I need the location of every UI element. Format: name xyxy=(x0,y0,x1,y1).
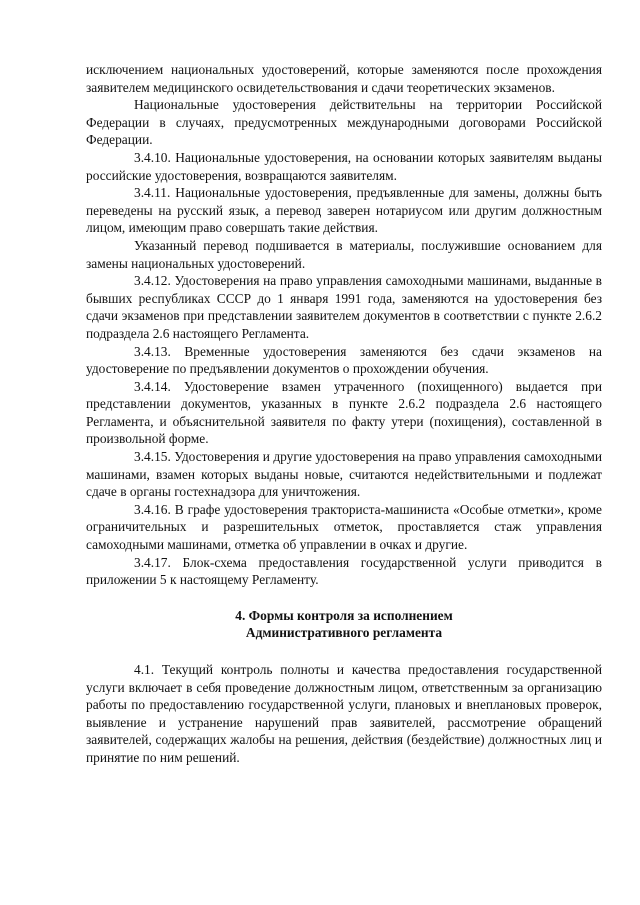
paragraph-national-licenses-validity: Национальные удостоверения действительны на территории Российской Федерации в случаях, предусмотренных международными договорами Российской Федерации. xyxy=(86,97,602,148)
paragraph-3-4-11: 3.4.11. Национальные удостоверения, предъявленные для замены, должны быть переведены на русский язык, а перевод заверен нотариусом или другим должностным лицом, имеющим право совершать такие действия. xyxy=(86,185,602,236)
paragraph-3-4-16: 3.4.16. В графе удостоверения тракториста-машиниста «Особые отметки», кроме ограничительных и разрешительных отметок, проставляется стаж управления самоходными машинами, отметка об управлении в очках и другие. xyxy=(86,501,602,553)
paragraph-3-4-10: 3.4.10. Национальные удостоверения, на основании которых заявителям выданы российские удостоверения, возвращаются заявителям. xyxy=(86,149,602,183)
section-heading-line-2: Административного регламента xyxy=(245,625,443,641)
paragraph-3-4-12: 3.4.12. Удостоверения на право управления самоходными машинами, выданные в бывших республиках СССР до 1 января 1991 года, заменяются на удостоверения без сдачи экзаменов при представлении заявителем документов в соответствии с пункте 2.6.2 подраздела 2.6 настоящего Регламента. xyxy=(86,273,602,341)
paragraph-3-4-17: 3.4.17. Блок-схема предоставления государственной услуги приводится в приложении 5 к настоящему Регламенту. xyxy=(86,554,602,588)
spacer xyxy=(86,642,602,661)
document-body xyxy=(86,61,602,767)
paragraph-continuation: исключением национальных удостоверений, которые заменяются после прохождения заявителем медицинского освидетельствования и сдачи теоретических экзаменов. xyxy=(86,62,602,95)
paragraph-translation-note: Указанный перевод подшивается в материалы, послужившие основанием для замены национальных удостоверений. xyxy=(86,237,602,271)
section-heading-line-1: 4. Формы контроля за исполнением xyxy=(235,607,453,623)
spacer xyxy=(86,589,602,607)
paragraph-3-4-13: 3.4.13. Временные удостоверения заменяются без сдачи экзаменов на удостоверение по предъявлении документов о прохождении обучения. xyxy=(86,343,602,377)
paragraph-3-4-15: 3.4.15. Удостоверения и другие удостоверения на право управления самоходными машинами, взамен которых выданы новые, считаются недействительными и подлежат сдаче в органы гостехнадзора для уничтожения. xyxy=(86,449,602,500)
paragraph-3-4-14: 3.4.14. Удостоверение взамен утраченного (похищенного) выдается при представлении документов, указанных в пункте 2.6.2 подраздела 2.6 настоящего Регламента, и объяснительной заявителя по факту утери (похищения), составленной в произвольной форме. xyxy=(86,378,602,447)
paragraph-4-1: 4.1. Текущий контроль полноты и качества предоставления государственной услуги включает в себя проведение должностным лицом, ответственным за организацию работы по предоставлению государственной услуги, плановых и внеплановых проверок, выявление и устранение нарушений прав заявителей, рассмотрение обращений заявителей, содержащих жалобы на решения, действия (бездействие) должностных лиц и принятие по ним решений. xyxy=(86,662,602,765)
